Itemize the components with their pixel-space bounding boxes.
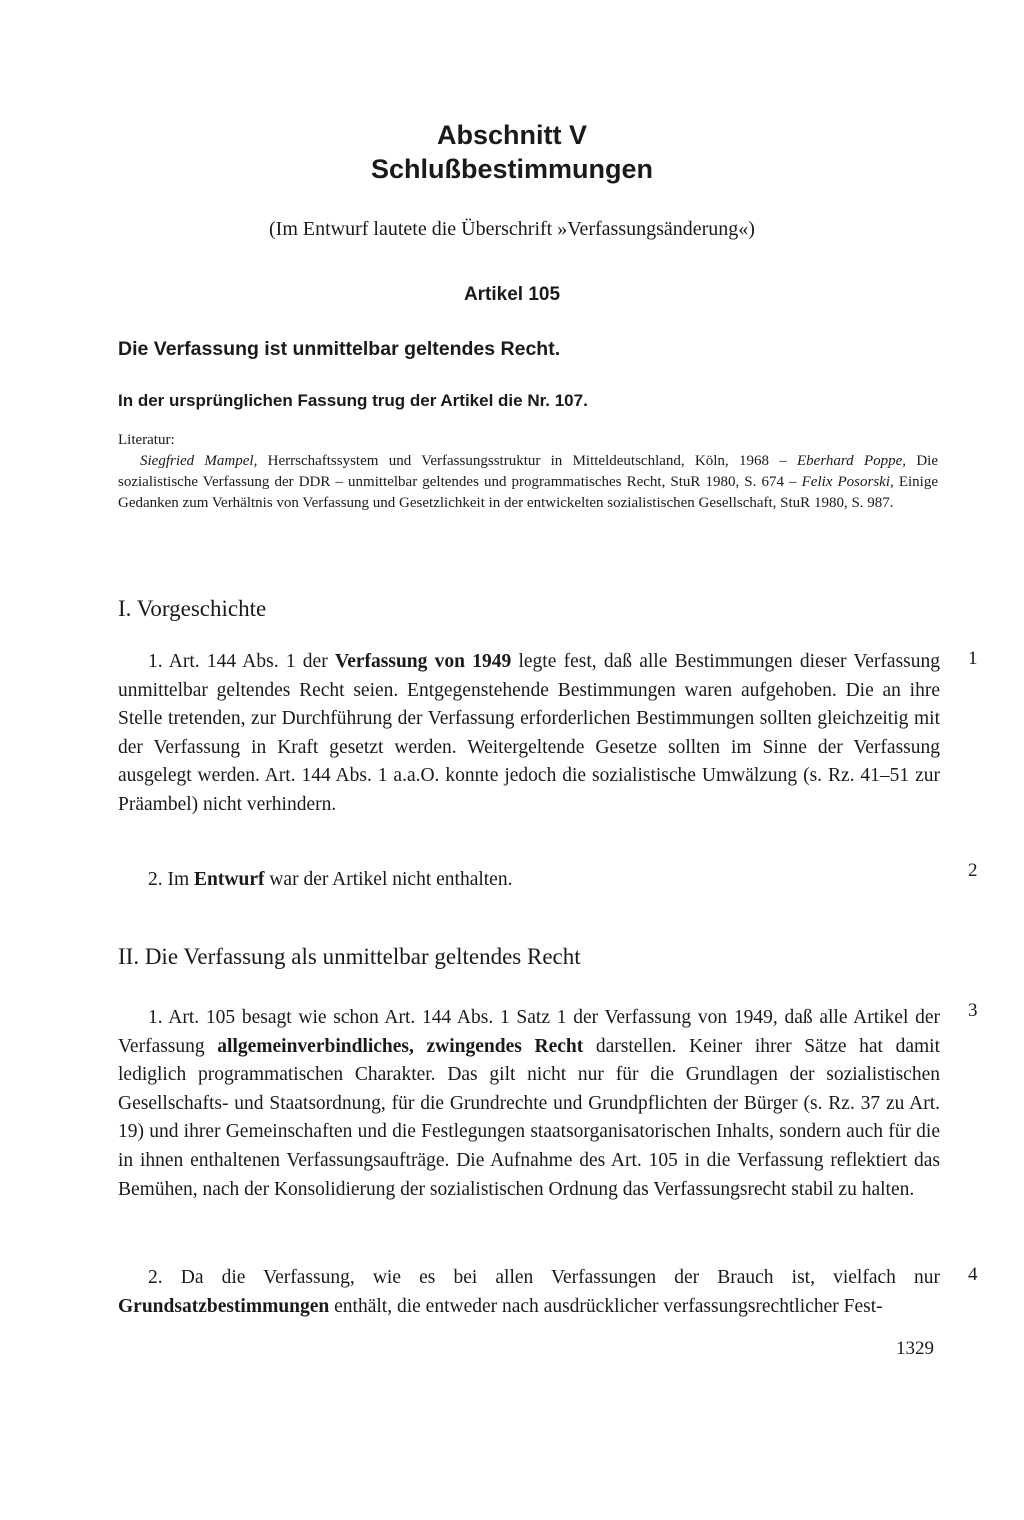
paragraph-text: 1. Art. 144 Abs. 1 der	[148, 651, 335, 672]
margin-number-4: 4	[968, 1264, 978, 1285]
paragraph-emphasis: Grundsatzbestimmungen	[118, 1295, 330, 1317]
heading-unmittelbar-geltendes-recht: II. Die Verfassung als unmittelbar geltendes Recht	[118, 944, 581, 969]
heading-vorgeschichte: I. Vorgeschichte	[118, 596, 267, 621]
original-version-note: In der ursprünglichen Fassung trug der Artikel die Nr. 107.	[118, 391, 588, 410]
section-number: Abschnitt V	[436, 120, 587, 150]
paragraph-3	[118, 1004, 940, 1204]
section-title: Schlußbestimmungen	[370, 154, 654, 184]
paragraph-emphasis: allgemeinverbindliches, zwingendes Recht	[217, 1035, 584, 1057]
ref-text-3: Einige Gedanken zum Verhältnis von Verfassung und Gesetzlichkeit in der entwickelten sozialistischen Gesellschaft, StuR 1980, S. 987.	[118, 474, 938, 511]
ref-text-1: Herrschaftssystem und Verfassungsstruktur in Mitteldeutschland, Köln, 1968 –	[257, 453, 798, 469]
literature-label: Literatur:	[118, 432, 175, 448]
ref-text-2: Die sozialistische Verfassung der DDR – unmittelbar geltendes und programmatisches Recht, StuR 1980, S. 674 –	[118, 453, 938, 490]
article-text: Die Verfassung ist unmittelbar geltendes Recht.	[118, 338, 561, 360]
paragraph-emphasis: Entwurf	[194, 869, 265, 890]
paragraph-text: war der Artikel nicht enthalten.	[264, 869, 513, 890]
margin-number-2: 2	[968, 860, 978, 881]
paragraph-text: legte fest, daß alle Bestimmungen dieser Verfassung unmittelbar geltendes Recht seien. Entgegenstehende Bestimmungen waren aufgehoben. Die an ihre Stelle tretenden, zur Durchführung der Verfassung erforderlichen Bestimmungen sollten gleichzeitig mit der Verfassung in Kraft gesetzt werden. Weitergeltende Gesetze sollten im Sinne der Verfassung ausgelegt werden. Art. 144 Abs. 1 a.a.O. konnte jedoch die sozialistische Umwälzung (s. Rz. 41–51 zur Präambel) nicht verhindern.	[118, 651, 941, 815]
margin-number-1: 1	[968, 648, 978, 669]
literature-references	[118, 451, 938, 514]
draft-note: (Im Entwurf lautete die Überschrift »Verfassungsänderung«)	[269, 218, 755, 240]
paragraph-text: darstellen. Keiner ihrer Sätze hat damit lediglich programmatischen Charakter. Das gilt nicht nur für die Grundlagen der sozialistischen Gesellschafts- und Staatsordnung, für die Grundrechte und Grundpflichten der Bürger (s. Rz. 37 zu Art. 19) und ihrer Gemeinschaften und die Festlegungen staatsorganisatorischen Inhalts, sondern auch für die in ihnen enthaltenen Verfassungsaufträge. Die Aufnahme des Art. 105 in die Verfassung reflektiert das Bemühen, nach der Konsolidierung der sozialistischen Ordnung das Verfassungsrecht stabil zu halten.	[118, 1035, 940, 1200]
paragraph-2	[118, 866, 940, 895]
paragraph-text: enthält, die entweder nach ausdrücklicher verfassungsrechtlicher Fest-	[329, 1295, 883, 1317]
author-poppe: Eberhard Poppe,	[797, 453, 907, 469]
author-mampel: Siegfried Mampel,	[140, 453, 258, 469]
literature-block	[118, 430, 938, 514]
paragraph-text: 1. Art. 105 besagt wie schon Art. 144 Abs. 1 Satz 1 der Verfassung von 1949, daß alle Artikel der Verfassung	[118, 1007, 940, 1057]
margin-number-3: 3	[968, 1000, 978, 1021]
page-number: 1329	[896, 1338, 934, 1359]
article-title: Artikel 105	[463, 284, 561, 305]
section-heading	[0, 118, 1024, 186]
paragraph-text: 2. Da die Verfassung, wie es bei allen Verfassungen der Brauch ist, vielfach nur	[148, 1267, 940, 1288]
paragraph-4	[118, 1264, 940, 1321]
paragraph-emphasis: Verfassung von 1949	[334, 651, 512, 672]
paragraph-1	[118, 648, 940, 820]
author-posorski: Felix Posorski,	[801, 474, 894, 490]
paragraph-text: 2. Im	[148, 869, 195, 890]
